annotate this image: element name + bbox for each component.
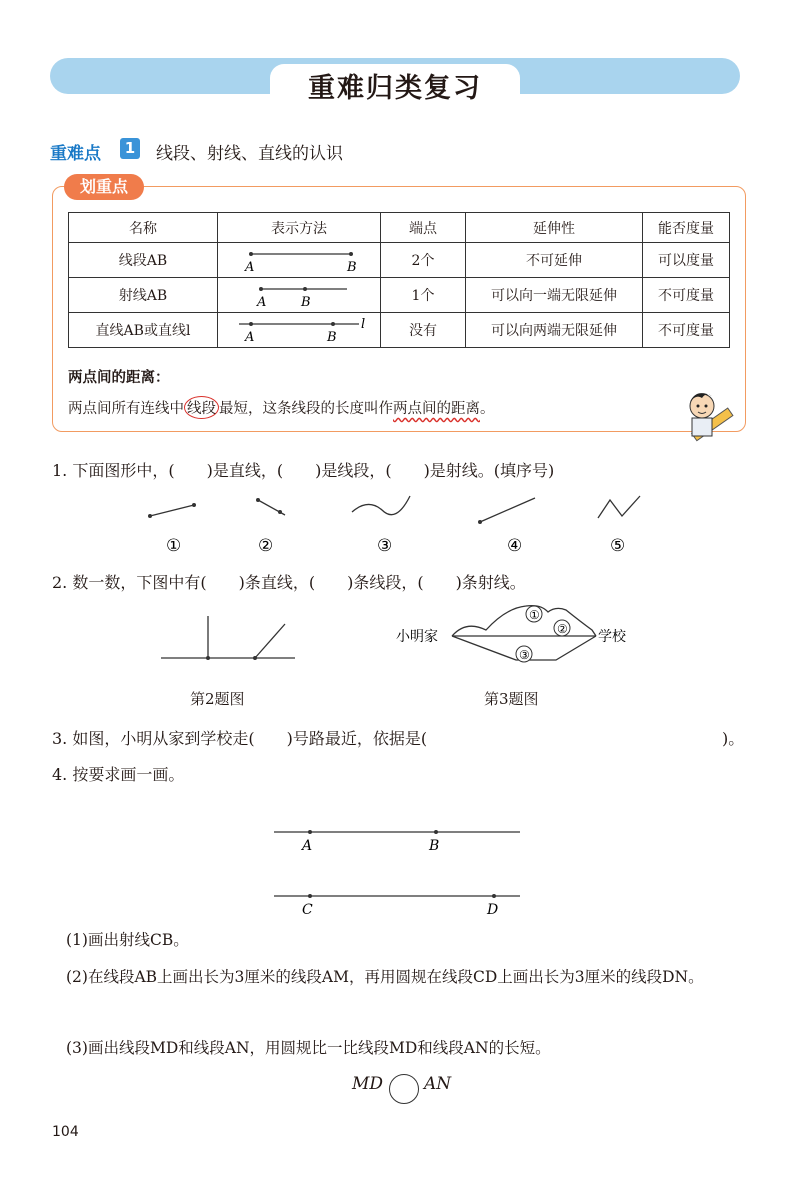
definition-part: 两点间所有连线中 [68,401,184,417]
table-header-row [69,213,730,243]
q1-figures [130,488,650,560]
table-header: 名称 [69,213,218,243]
home-label: 小明家 [396,629,438,645]
school-label: 学校 [598,629,626,645]
figure-label: ④ [507,536,523,556]
table-header: 端点 [381,213,466,243]
underlined-keyword: 两点间的距离 [393,401,480,417]
q2-caption: 第2题图 [190,690,245,708]
row-name: 线段AB [69,243,218,278]
question-3: 3. 如图，小明从家到学校走( )号路最近，依据是( [52,729,428,748]
question-2: 2. 数一数，下图中有( )条直线，( )条线段，( )条射线。 [52,573,526,592]
row-extension: 不可延伸 [466,243,643,278]
point-label-d: D [487,902,499,918]
table-row [69,313,730,348]
question-1: 1. 下面图形中，( )是直线，( )是线段，( )是射线。(填序号) [52,461,555,480]
distance-title: 两点间的距离： [68,370,170,386]
table-row [69,278,730,313]
section-label: 重难点 [50,144,101,164]
key-point-tag: 划重点 [64,174,144,200]
pencil-mascot-icon [676,386,740,444]
row-extension: 可以向一端无限延伸 [466,278,643,313]
question-3-close: )。 [722,729,745,748]
question-4: 4. 按要求画一画。 [52,765,185,784]
row-endpoints: 2个 [381,243,466,278]
table-header: 能否度量 [643,213,730,243]
section-number-badge: 1 [120,138,140,159]
segment-diagram [218,243,381,278]
figure-label: ③ [377,536,393,556]
q4-sub-3: (3)画出线段MD和线段AN，用圆规比一比线段MD和线段AN的长短。 [66,1039,551,1057]
table-header: 延伸性 [466,213,643,243]
segment-ab-figure [229,246,369,274]
page-number: 104 [52,1124,79,1140]
row-name: 直线AB或直线l [69,313,218,348]
point-label-a: A [257,295,267,309]
point-label-a: A [245,330,255,344]
row-endpoints: 没有 [381,313,466,348]
q3-route-map [396,600,646,672]
point-label-b: B [429,838,440,854]
figure-label: ② [258,536,274,556]
row-name: 射线AB [69,278,218,313]
row-endpoints: 1个 [381,278,466,313]
q4-lines [270,822,530,922]
point-label-b: B [301,295,311,309]
row-extension: 可以向两端无限延伸 [466,313,643,348]
figure-label: ① [166,536,182,556]
line-label-l: l [361,317,366,332]
line-diagram [218,313,381,348]
ray-ab-figure [229,281,369,309]
table-row [69,243,730,278]
ray-diagram [218,278,381,313]
route-label: ① [529,608,540,622]
concept-table [68,212,730,348]
point-label-a: A [302,838,313,854]
point-label-b: B [347,260,357,274]
page-title: 重难归类复习 [308,73,482,104]
definition-part: 。 [480,401,495,417]
q4-sub-2: (2)在线段AB上画出长为3厘米的线段AM，再用圆规在线段CD上画出长为3厘米的线段DN。 [66,968,704,986]
point-label-b: B [327,330,337,344]
q3-caption: 第3题图 [484,690,539,708]
distance-definition [68,396,495,419]
row-measure: 不可度量 [643,313,730,348]
q2-figure [155,612,305,672]
compare-left: MD [352,1074,384,1094]
row-measure: 不可度量 [643,278,730,313]
circled-keyword: 线段 [184,396,219,419]
line-ab-figure [229,316,369,344]
compare-circle[interactable] [389,1074,419,1104]
row-measure: 可以度量 [643,243,730,278]
definition-part: 最短，这条线段的长度叫作 [219,401,393,417]
table-header: 表示方法 [218,213,381,243]
section-title: 线段、射线、直线的认识 [156,144,343,164]
q4-sub-1: (1)画出射线CB。 [66,931,189,949]
route-label: ② [557,622,568,636]
route-label: ③ [519,648,530,662]
compare-right: AN [424,1074,452,1094]
point-label-c: C [302,902,313,918]
point-label-a: A [245,260,255,274]
figure-label: ⑤ [610,536,626,556]
